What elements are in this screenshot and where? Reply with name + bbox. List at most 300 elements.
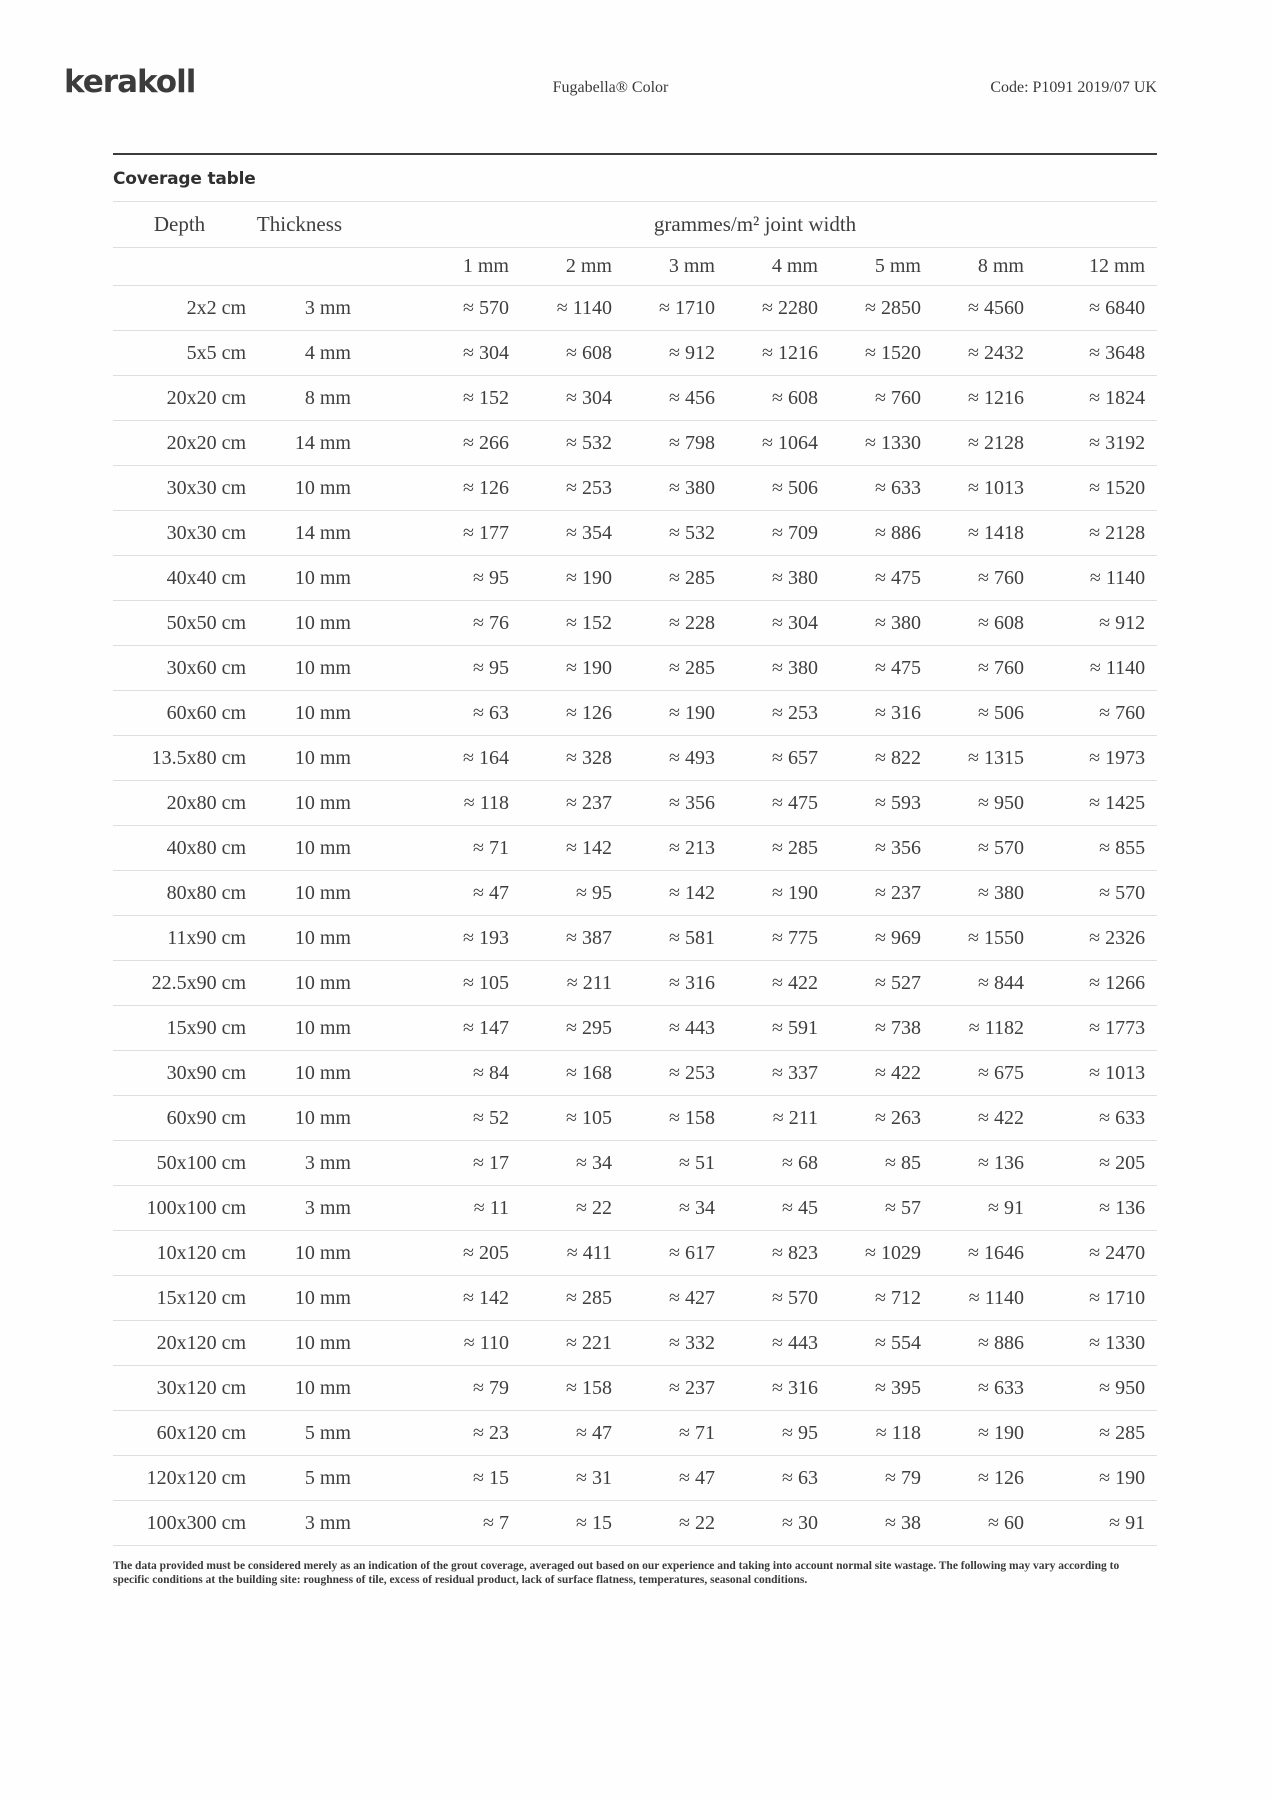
coverage-value-cell: ≈ 6840 bbox=[1089, 296, 1146, 319]
coverage-value-cell: ≈ 304 bbox=[463, 341, 509, 364]
coverage-row bbox=[113, 781, 1157, 826]
coverage-value-cell: ≈ 570 bbox=[463, 296, 509, 319]
coverage-row bbox=[113, 286, 1157, 331]
joint-width-header: 1 mm bbox=[353, 248, 521, 286]
depth-cell: 30x30 cm bbox=[166, 476, 246, 499]
coverage-value-cell: ≈ 475 bbox=[875, 656, 921, 679]
kerakoll-logo: kerakoll bbox=[64, 64, 196, 100]
coverage-value-cell: ≈ 11 bbox=[473, 1196, 509, 1219]
coverage-value-cell: ≈ 1520 bbox=[1089, 476, 1146, 499]
coverage-row bbox=[113, 736, 1157, 781]
coverage-value-cell: ≈ 1182 bbox=[968, 1016, 1024, 1039]
depth-cell: 60x120 cm bbox=[156, 1421, 246, 1444]
coverage-value-cell: ≈ 190 bbox=[566, 656, 612, 679]
coverage-value-cell: ≈ 142 bbox=[669, 881, 715, 904]
coverage-value-cell: ≈ 969 bbox=[875, 926, 921, 949]
thickness-cell: 10 mm bbox=[294, 701, 351, 724]
thickness-cell: 10 mm bbox=[294, 1106, 351, 1129]
coverage-value-cell: ≈ 237 bbox=[875, 881, 921, 904]
coverage-value-cell: ≈ 422 bbox=[875, 1061, 921, 1084]
coverage-value-cell: ≈ 7 bbox=[483, 1511, 509, 1534]
coverage-value-cell: ≈ 328 bbox=[566, 746, 612, 769]
coverage-value-cell: ≈ 475 bbox=[875, 566, 921, 589]
coverage-value-cell: ≈ 304 bbox=[772, 611, 818, 634]
coverage-value-cell: ≈ 1140 bbox=[1089, 656, 1146, 679]
coverage-value-cell: ≈ 190 bbox=[566, 566, 612, 589]
coverage-value-cell: ≈ 205 bbox=[463, 1241, 509, 1264]
coverage-value-cell: ≈ 591 bbox=[772, 1016, 818, 1039]
coverage-value-cell: ≈ 1330 bbox=[865, 431, 921, 454]
depth-cell: 80x80 cm bbox=[166, 881, 246, 904]
section-title: Coverage table bbox=[113, 169, 256, 189]
depth-cell: 22.5x90 cm bbox=[151, 971, 246, 994]
coverage-value-cell: ≈ 2470 bbox=[1089, 1241, 1146, 1264]
coverage-value-cell: ≈ 126 bbox=[566, 701, 612, 724]
depth-cell: 30x90 cm bbox=[166, 1061, 246, 1084]
coverage-value-cell: ≈ 760 bbox=[1099, 701, 1146, 724]
coverage-value-cell: ≈ 570 bbox=[772, 1286, 818, 1309]
coverage-value-cell: ≈ 823 bbox=[772, 1241, 818, 1264]
coverage-value-cell: ≈ 1973 bbox=[1089, 746, 1146, 769]
depth-cell: 2x2 cm bbox=[186, 296, 246, 319]
coverage-value-cell: ≈ 422 bbox=[978, 1106, 1024, 1129]
depth-cell: 15x120 cm bbox=[156, 1286, 246, 1309]
coverage-value-cell: ≈ 95 bbox=[473, 656, 509, 679]
coverage-row bbox=[113, 691, 1157, 736]
coverage-value-cell: ≈ 85 bbox=[885, 1151, 921, 1174]
coverage-value-cell: ≈ 1216 bbox=[762, 341, 818, 364]
coverage-value-cell: ≈ 285 bbox=[772, 836, 818, 859]
coverage-value-cell: ≈ 91 bbox=[988, 1196, 1024, 1219]
coverage-value-cell: ≈ 709 bbox=[772, 521, 818, 544]
depth-cell: 13.5x80 cm bbox=[151, 746, 246, 769]
coverage-value-cell: ≈ 633 bbox=[1099, 1106, 1146, 1129]
coverage-value-cell: ≈ 760 bbox=[875, 386, 921, 409]
coverage-value-cell: ≈ 136 bbox=[1099, 1196, 1146, 1219]
coverage-value-cell: ≈ 354 bbox=[566, 521, 612, 544]
thickness-cell: 10 mm bbox=[294, 566, 351, 589]
depth-cell: 5x5 cm bbox=[186, 341, 246, 364]
coverage-value-cell: ≈ 395 bbox=[875, 1376, 921, 1399]
coverage-value-cell: ≈ 1140 bbox=[1089, 566, 1146, 589]
thickness-cell: 10 mm bbox=[294, 1286, 351, 1309]
depth-cell: 50x50 cm bbox=[166, 611, 246, 634]
coverage-value-cell: ≈ 337 bbox=[772, 1061, 818, 1084]
coverage-value-cell: ≈ 263 bbox=[875, 1106, 921, 1129]
coverage-value-cell: ≈ 47 bbox=[473, 881, 509, 904]
coverage-value-cell: ≈ 253 bbox=[566, 476, 612, 499]
coverage-value-cell: ≈ 15 bbox=[473, 1466, 509, 1489]
coverage-value-cell: ≈ 47 bbox=[576, 1421, 612, 1444]
depth-cell: 20x20 cm bbox=[166, 431, 246, 454]
coverage-value-cell: ≈ 237 bbox=[566, 791, 612, 814]
coverage-value-cell: ≈ 387 bbox=[566, 926, 612, 949]
coverage-value-cell: ≈ 164 bbox=[463, 746, 509, 769]
coverage-value-cell: ≈ 118 bbox=[463, 791, 509, 814]
coverage-row bbox=[113, 871, 1157, 916]
coverage-value-cell: ≈ 1550 bbox=[968, 926, 1024, 949]
coverage-value-cell: ≈ 738 bbox=[875, 1016, 921, 1039]
coverage-value-cell: ≈ 22 bbox=[576, 1196, 612, 1219]
coverage-value-cell: ≈ 193 bbox=[463, 926, 509, 949]
coverage-value-cell: ≈ 295 bbox=[566, 1016, 612, 1039]
coverage-value-cell: ≈ 760 bbox=[978, 656, 1024, 679]
coverage-value-cell: ≈ 237 bbox=[669, 1376, 715, 1399]
coverage-value-cell: ≈ 608 bbox=[772, 386, 818, 409]
coverage-value-cell: ≈ 63 bbox=[782, 1466, 818, 1489]
coverage-value-cell: ≈ 506 bbox=[772, 476, 818, 499]
coverage-row bbox=[113, 331, 1157, 376]
depth-cell: 40x80 cm bbox=[166, 836, 246, 859]
coverage-value-cell: ≈ 608 bbox=[566, 341, 612, 364]
coverage-value-cell: ≈ 1029 bbox=[865, 1241, 921, 1264]
thickness-cell: 10 mm bbox=[294, 1331, 351, 1354]
coverage-value-cell: ≈ 1520 bbox=[865, 341, 921, 364]
empty-header-cell bbox=[113, 248, 246, 286]
coverage-value-cell: ≈ 95 bbox=[473, 566, 509, 589]
coverage-value-cell: ≈ 168 bbox=[566, 1061, 612, 1084]
coverage-value-cell: ≈ 118 bbox=[875, 1421, 921, 1444]
coverage-value-cell: ≈ 570 bbox=[978, 836, 1024, 859]
coverage-value-cell: ≈ 675 bbox=[978, 1061, 1024, 1084]
thickness-cell: 14 mm bbox=[294, 431, 351, 454]
thickness-cell: 10 mm bbox=[294, 746, 351, 769]
coverage-value-cell: ≈ 51 bbox=[679, 1151, 715, 1174]
coverage-value-cell: ≈ 950 bbox=[1099, 1376, 1146, 1399]
coverage-row bbox=[113, 466, 1157, 511]
coverage-value-cell: ≈ 142 bbox=[463, 1286, 509, 1309]
depth-cell: 15x90 cm bbox=[166, 1016, 246, 1039]
thickness-cell: 10 mm bbox=[294, 1016, 351, 1039]
thickness-cell: 14 mm bbox=[294, 521, 351, 544]
coverage-value-cell: ≈ 422 bbox=[772, 971, 818, 994]
coverage-value-cell: ≈ 798 bbox=[669, 431, 715, 454]
coverage-value-cell: ≈ 1064 bbox=[762, 431, 818, 454]
coverage-value-cell: ≈ 443 bbox=[772, 1331, 818, 1354]
coverage-value-cell: ≈ 493 bbox=[669, 746, 715, 769]
col-header-grammes: grammes/m² joint width bbox=[353, 202, 1157, 248]
coverage-value-cell: ≈ 506 bbox=[978, 701, 1024, 724]
thickness-cell: 10 mm bbox=[294, 1061, 351, 1084]
thickness-cell: 10 mm bbox=[294, 926, 351, 949]
coverage-row bbox=[113, 1366, 1157, 1411]
coverage-value-cell: ≈ 356 bbox=[669, 791, 715, 814]
coverage-value-cell: ≈ 211 bbox=[566, 971, 612, 994]
coverage-value-cell: ≈ 332 bbox=[669, 1331, 715, 1354]
coverage-value-cell: ≈ 912 bbox=[1099, 611, 1146, 634]
joint-width-header: 12 mm bbox=[1036, 248, 1157, 286]
coverage-value-cell: ≈ 91 bbox=[1109, 1511, 1146, 1534]
coverage-value-cell: ≈ 617 bbox=[669, 1241, 715, 1264]
coverage-value-cell: ≈ 475 bbox=[772, 791, 818, 814]
coverage-value-cell: ≈ 1315 bbox=[968, 746, 1024, 769]
thickness-cell: 10 mm bbox=[294, 476, 351, 499]
coverage-value-cell: ≈ 95 bbox=[782, 1421, 818, 1444]
coverage-value-cell: ≈ 1418 bbox=[968, 521, 1024, 544]
coverage-value-cell: ≈ 17 bbox=[473, 1151, 509, 1174]
coverage-value-cell: ≈ 886 bbox=[875, 521, 921, 544]
thickness-cell: 10 mm bbox=[294, 1376, 351, 1399]
thickness-cell: 10 mm bbox=[294, 881, 351, 904]
coverage-value-cell: ≈ 285 bbox=[566, 1286, 612, 1309]
coverage-value-cell: ≈ 712 bbox=[875, 1286, 921, 1309]
depth-cell: 120x120 cm bbox=[146, 1466, 246, 1489]
coverage-row bbox=[113, 1186, 1157, 1231]
thickness-cell: 10 mm bbox=[294, 971, 351, 994]
coverage-value-cell: ≈ 316 bbox=[875, 701, 921, 724]
coverage-row bbox=[113, 1006, 1157, 1051]
coverage-value-cell: ≈ 3192 bbox=[1089, 431, 1146, 454]
coverage-row bbox=[113, 376, 1157, 421]
depth-cell: 40x40 cm bbox=[166, 566, 246, 589]
coverage-value-cell: ≈ 912 bbox=[669, 341, 715, 364]
coverage-value-cell: ≈ 532 bbox=[566, 431, 612, 454]
coverage-value-cell: ≈ 190 bbox=[1099, 1466, 1146, 1489]
coverage-value-cell: ≈ 142 bbox=[566, 836, 612, 859]
coverage-value-cell: ≈ 95 bbox=[576, 881, 612, 904]
coverage-value-cell: ≈ 253 bbox=[772, 701, 818, 724]
thickness-cell: 3 mm bbox=[304, 1196, 351, 1219]
coverage-value-cell: ≈ 2128 bbox=[1089, 521, 1146, 544]
thickness-cell: 10 mm bbox=[294, 656, 351, 679]
coverage-value-cell: ≈ 205 bbox=[1099, 1151, 1146, 1174]
coverage-value-cell: ≈ 158 bbox=[566, 1376, 612, 1399]
coverage-value-cell: ≈ 52 bbox=[473, 1106, 509, 1129]
coverage-value-cell: ≈ 1710 bbox=[659, 296, 715, 319]
col-header-thickness: Thickness bbox=[246, 202, 353, 248]
depth-cell: 100x300 cm bbox=[146, 1511, 246, 1534]
depth-cell: 30x30 cm bbox=[166, 521, 246, 544]
depth-cell: 60x90 cm bbox=[166, 1106, 246, 1129]
col-header-depth: Depth bbox=[113, 202, 246, 248]
coverage-value-cell: ≈ 657 bbox=[772, 746, 818, 769]
thickness-cell: 8 mm bbox=[304, 386, 351, 409]
coverage-row bbox=[113, 1321, 1157, 1366]
coverage-value-cell: ≈ 126 bbox=[463, 476, 509, 499]
joint-width-header: 3 mm bbox=[624, 248, 727, 286]
coverage-value-cell: ≈ 1140 bbox=[556, 296, 612, 319]
coverage-value-cell: ≈ 285 bbox=[1099, 1421, 1146, 1444]
thickness-cell: 5 mm bbox=[304, 1466, 351, 1489]
coverage-value-cell: ≈ 316 bbox=[772, 1376, 818, 1399]
coverage-row bbox=[113, 826, 1157, 871]
coverage-value-cell: ≈ 2432 bbox=[968, 341, 1024, 364]
coverage-value-cell: ≈ 266 bbox=[463, 431, 509, 454]
coverage-value-cell: ≈ 822 bbox=[875, 746, 921, 769]
coverage-value-cell: ≈ 1710 bbox=[1089, 1286, 1146, 1309]
coverage-value-cell: ≈ 177 bbox=[463, 521, 509, 544]
joint-width-header: 2 mm bbox=[521, 248, 624, 286]
joint-width-header: 8 mm bbox=[933, 248, 1036, 286]
coverage-row bbox=[113, 1501, 1157, 1546]
coverage-section bbox=[113, 153, 1157, 1588]
table-joint-width-header-row bbox=[113, 248, 1157, 286]
depth-cell: 50x100 cm bbox=[156, 1151, 246, 1174]
coverage-value-cell: ≈ 304 bbox=[566, 386, 612, 409]
thickness-cell: 5 mm bbox=[304, 1421, 351, 1444]
coverage-value-cell: ≈ 760 bbox=[978, 566, 1024, 589]
product-name: Fugabella® Color bbox=[552, 79, 669, 96]
coverage-value-cell: ≈ 1824 bbox=[1089, 386, 1146, 409]
coverage-value-cell: ≈ 57 bbox=[885, 1196, 921, 1219]
table-group-header-row bbox=[113, 202, 1157, 248]
coverage-value-cell: ≈ 1773 bbox=[1089, 1016, 1146, 1039]
coverage-value-cell: ≈ 221 bbox=[566, 1331, 612, 1354]
depth-cell: 20x80 cm bbox=[166, 791, 246, 814]
thickness-cell: 10 mm bbox=[294, 611, 351, 634]
coverage-value-cell: ≈ 105 bbox=[463, 971, 509, 994]
coverage-value-cell: ≈ 190 bbox=[772, 881, 818, 904]
coverage-value-cell: ≈ 456 bbox=[669, 386, 715, 409]
coverage-value-cell: ≈ 554 bbox=[875, 1331, 921, 1354]
coverage-value-cell: ≈ 427 bbox=[669, 1286, 715, 1309]
coverage-value-cell: ≈ 190 bbox=[669, 701, 715, 724]
coverage-value-cell: ≈ 30 bbox=[782, 1511, 818, 1534]
coverage-value-cell: ≈ 2128 bbox=[968, 431, 1024, 454]
coverage-table bbox=[113, 201, 1157, 1546]
coverage-value-cell: ≈ 45 bbox=[782, 1196, 818, 1219]
coverage-value-cell: ≈ 2280 bbox=[762, 296, 818, 319]
thickness-cell: 10 mm bbox=[294, 791, 351, 814]
thickness-cell: 3 mm bbox=[304, 1511, 351, 1534]
coverage-row bbox=[113, 1051, 1157, 1096]
coverage-value-cell: ≈ 110 bbox=[463, 1331, 509, 1354]
coverage-value-cell: ≈ 76 bbox=[473, 611, 509, 634]
coverage-value-cell: ≈ 1646 bbox=[968, 1241, 1024, 1264]
coverage-value-cell: ≈ 570 bbox=[1099, 881, 1146, 904]
coverage-value-cell: ≈ 152 bbox=[566, 611, 612, 634]
coverage-value-cell: ≈ 532 bbox=[669, 521, 715, 544]
coverage-value-cell: ≈ 31 bbox=[576, 1466, 612, 1489]
footnote: The data provided must be considered merely as an indication of the grout coverage, averaged out based on our experience and taking into account normal site wastage. The following may vary according to specific conditions at the building site: roughness of tile, excess of residual product, lack of surface flatness, temperatures, seasonal conditions. bbox=[113, 1560, 1120, 1587]
coverage-value-cell: ≈ 147 bbox=[463, 1016, 509, 1039]
coverage-value-cell: ≈ 3648 bbox=[1089, 341, 1146, 364]
thickness-cell: 3 mm bbox=[304, 296, 351, 319]
coverage-value-cell: ≈ 411 bbox=[566, 1241, 612, 1264]
coverage-row bbox=[113, 1096, 1157, 1141]
coverage-value-cell: ≈ 316 bbox=[669, 971, 715, 994]
coverage-value-cell: ≈ 775 bbox=[772, 926, 818, 949]
coverage-value-cell: ≈ 34 bbox=[679, 1196, 715, 1219]
coverage-value-cell: ≈ 593 bbox=[875, 791, 921, 814]
coverage-row bbox=[113, 646, 1157, 691]
coverage-value-cell: ≈ 63 bbox=[473, 701, 509, 724]
coverage-value-cell: ≈ 79 bbox=[885, 1466, 921, 1489]
coverage-value-cell: ≈ 22 bbox=[679, 1511, 715, 1534]
coverage-value-cell: ≈ 581 bbox=[669, 926, 715, 949]
coverage-value-cell: ≈ 2850 bbox=[865, 296, 921, 319]
thickness-cell: 4 mm bbox=[304, 341, 351, 364]
coverage-value-cell: ≈ 1140 bbox=[968, 1286, 1024, 1309]
coverage-value-cell: ≈ 68 bbox=[782, 1151, 818, 1174]
coverage-value-cell: ≈ 285 bbox=[669, 566, 715, 589]
coverage-value-cell: ≈ 71 bbox=[679, 1421, 715, 1444]
coverage-value-cell: ≈ 2326 bbox=[1089, 926, 1146, 949]
coverage-value-cell: ≈ 126 bbox=[978, 1466, 1024, 1489]
coverage-value-cell: ≈ 608 bbox=[978, 611, 1024, 634]
coverage-row bbox=[113, 1411, 1157, 1456]
coverage-row bbox=[113, 1456, 1157, 1501]
coverage-value-cell: ≈ 380 bbox=[875, 611, 921, 634]
coverage-value-cell: ≈ 633 bbox=[875, 476, 921, 499]
thickness-cell: 3 mm bbox=[304, 1151, 351, 1174]
coverage-value-cell: ≈ 84 bbox=[473, 1061, 509, 1084]
coverage-value-cell: ≈ 190 bbox=[978, 1421, 1024, 1444]
coverage-value-cell: ≈ 380 bbox=[772, 566, 818, 589]
depth-cell: 20x120 cm bbox=[156, 1331, 246, 1354]
joint-width-header: 4 mm bbox=[727, 248, 830, 286]
coverage-value-cell: ≈ 527 bbox=[875, 971, 921, 994]
coverage-value-cell: ≈ 71 bbox=[473, 836, 509, 859]
coverage-value-cell: ≈ 60 bbox=[988, 1511, 1024, 1534]
depth-cell: 30x60 cm bbox=[166, 656, 246, 679]
depth-cell: 30x120 cm bbox=[156, 1376, 246, 1399]
depth-cell: 11x90 cm bbox=[167, 926, 246, 949]
coverage-value-cell: ≈ 253 bbox=[669, 1061, 715, 1084]
depth-cell: 10x120 cm bbox=[156, 1241, 246, 1264]
coverage-value-cell: ≈ 228 bbox=[669, 611, 715, 634]
thickness-cell: 10 mm bbox=[294, 1241, 351, 1264]
coverage-value-cell: ≈ 633 bbox=[978, 1376, 1024, 1399]
depth-cell: 60x60 cm bbox=[166, 701, 246, 724]
depth-cell: 20x20 cm bbox=[166, 386, 246, 409]
coverage-row bbox=[113, 511, 1157, 556]
coverage-value-cell: ≈ 1266 bbox=[1089, 971, 1146, 994]
coverage-value-cell: ≈ 1330 bbox=[1089, 1331, 1146, 1354]
coverage-value-cell: ≈ 15 bbox=[576, 1511, 612, 1534]
coverage-row bbox=[113, 556, 1157, 601]
coverage-value-cell: ≈ 38 bbox=[885, 1511, 921, 1534]
coverage-row bbox=[113, 601, 1157, 646]
coverage-value-cell: ≈ 380 bbox=[772, 656, 818, 679]
coverage-value-cell: ≈ 211 bbox=[772, 1106, 818, 1129]
coverage-row bbox=[113, 1276, 1157, 1321]
coverage-value-cell: ≈ 886 bbox=[978, 1331, 1024, 1354]
coverage-value-cell: ≈ 1216 bbox=[968, 386, 1024, 409]
coverage-value-cell: ≈ 1013 bbox=[968, 476, 1024, 499]
coverage-value-cell: ≈ 380 bbox=[669, 476, 715, 499]
coverage-row bbox=[113, 1231, 1157, 1276]
coverage-value-cell: ≈ 285 bbox=[669, 656, 715, 679]
coverage-value-cell: ≈ 1425 bbox=[1089, 791, 1146, 814]
thickness-cell: 10 mm bbox=[294, 836, 351, 859]
joint-width-header: 5 mm bbox=[830, 248, 933, 286]
coverage-value-cell: ≈ 4560 bbox=[968, 296, 1024, 319]
coverage-value-cell: ≈ 443 bbox=[669, 1016, 715, 1039]
coverage-value-cell: ≈ 356 bbox=[875, 836, 921, 859]
coverage-row bbox=[113, 961, 1157, 1006]
coverage-value-cell: ≈ 158 bbox=[669, 1106, 715, 1129]
coverage-value-cell: ≈ 950 bbox=[978, 791, 1024, 814]
document-header bbox=[64, 64, 1157, 100]
coverage-row bbox=[113, 1141, 1157, 1186]
empty-header-cell bbox=[246, 248, 353, 286]
coverage-row bbox=[113, 916, 1157, 961]
coverage-value-cell: ≈ 47 bbox=[679, 1466, 715, 1489]
document-code: Code: P1091 2019/07 UK bbox=[990, 79, 1157, 96]
coverage-value-cell: ≈ 79 bbox=[473, 1376, 509, 1399]
coverage-value-cell: ≈ 23 bbox=[473, 1421, 509, 1444]
depth-cell: 100x100 cm bbox=[146, 1196, 246, 1219]
coverage-value-cell: ≈ 136 bbox=[978, 1151, 1024, 1174]
coverage-value-cell: ≈ 844 bbox=[978, 971, 1024, 994]
coverage-value-cell: ≈ 152 bbox=[463, 386, 509, 409]
coverage-value-cell: ≈ 380 bbox=[978, 881, 1024, 904]
coverage-value-cell: ≈ 213 bbox=[669, 836, 715, 859]
coverage-value-cell: ≈ 855 bbox=[1099, 836, 1146, 859]
coverage-value-cell: ≈ 105 bbox=[566, 1106, 612, 1129]
coverage-value-cell: ≈ 34 bbox=[576, 1151, 612, 1174]
